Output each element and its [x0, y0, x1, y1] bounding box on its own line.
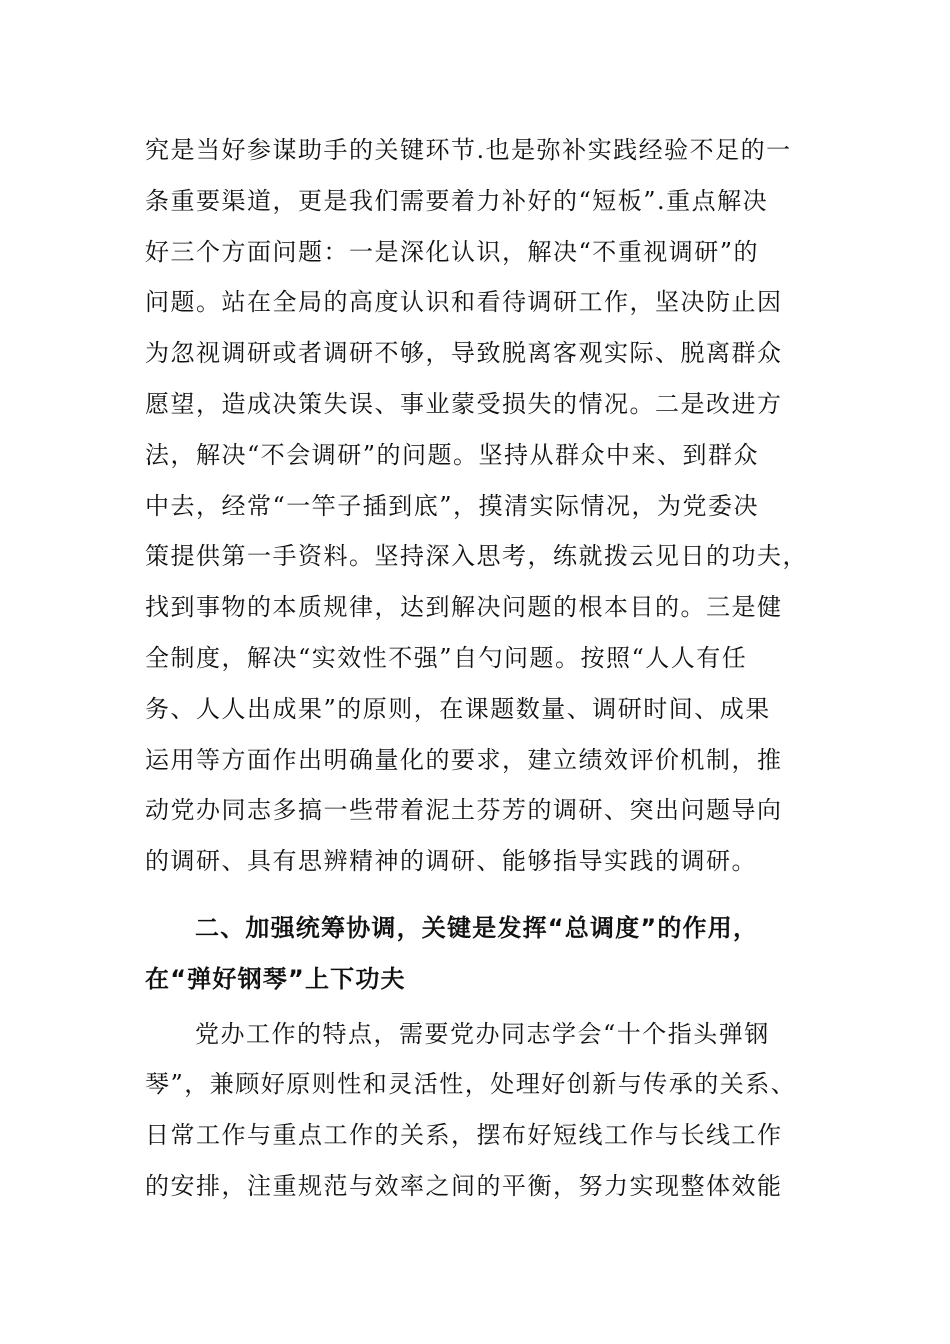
text-line: 的安排，注重规范与效率之间的平衡，努力实现整体效能	[145, 1171, 783, 1200]
text-line: 好三个方面问题：一是深化认识，解决“不重视调研”的	[145, 237, 760, 266]
section-heading	[145, 903, 805, 1005]
document-body	[145, 125, 808, 1212]
text-line: 愿望，造成决策失误、事业蒙受损失的情况。二是改进方	[145, 389, 783, 418]
text-line: 究是当好参谋助手的关键环节.也是弥补实践经验不足的一	[145, 136, 792, 164]
text-line: 的调研、具有思辨精神的调研、能够指导实践的调研。	[145, 847, 757, 876]
text-line: 党办工作的特点，需要党办同志学会“十个指头弹钢	[195, 1019, 770, 1048]
text-line: 中去，经常“一竿子插到底”，摸清实际情况，为党委决	[145, 491, 760, 520]
text-line: 找到事物的本质规律，达到解决问题的根本目的。三是健	[145, 593, 783, 622]
text-line: 条重要渠道，更是我们需要着力补好的“短板”.重点解决	[145, 186, 769, 215]
text-line: 琴”，兼顾好原则性和灵活性，处理好创新与传承的关系、	[145, 1070, 797, 1099]
text-line: 全制度，解决“实效性不强”自勺问题。按照“人人有任	[145, 643, 748, 672]
text-line: 动党办同志多搞一些带着泥土芬芳的调研、突出问题导向	[145, 796, 783, 825]
text-line: 策提供第一手资料。坚持深入思考，练就拨云见日的功夫，	[145, 542, 808, 571]
text-line: 运用等方面作出明确量化的要求，建立绩效评价机制，推	[145, 745, 783, 774]
section-heading-line: 在“弹好钢琴”上下功夫	[145, 964, 406, 993]
text-line: 务、人人出成果”的原则，在课题数量、调研时间、成果	[145, 694, 771, 723]
section-heading-line: 二、加强统筹协调，关键是发挥“总调度”的作用，	[195, 913, 759, 942]
text-line: 为忽视调研或者调研不够，导致脱离客观实际、脱离群众	[145, 339, 783, 368]
paragraph-research	[145, 125, 808, 887]
text-line: 问题。站在全局的高度认识和看待调研工作，坚决防止因	[145, 288, 783, 317]
text-line: 日常工作与重点工作的关系，摆布好短线工作与长线工作	[145, 1121, 783, 1150]
paragraph-coordination	[145, 1009, 805, 1212]
text-line: 法，解决“不会调研”的问题。坚持从群众中来、到群众	[145, 440, 760, 469]
